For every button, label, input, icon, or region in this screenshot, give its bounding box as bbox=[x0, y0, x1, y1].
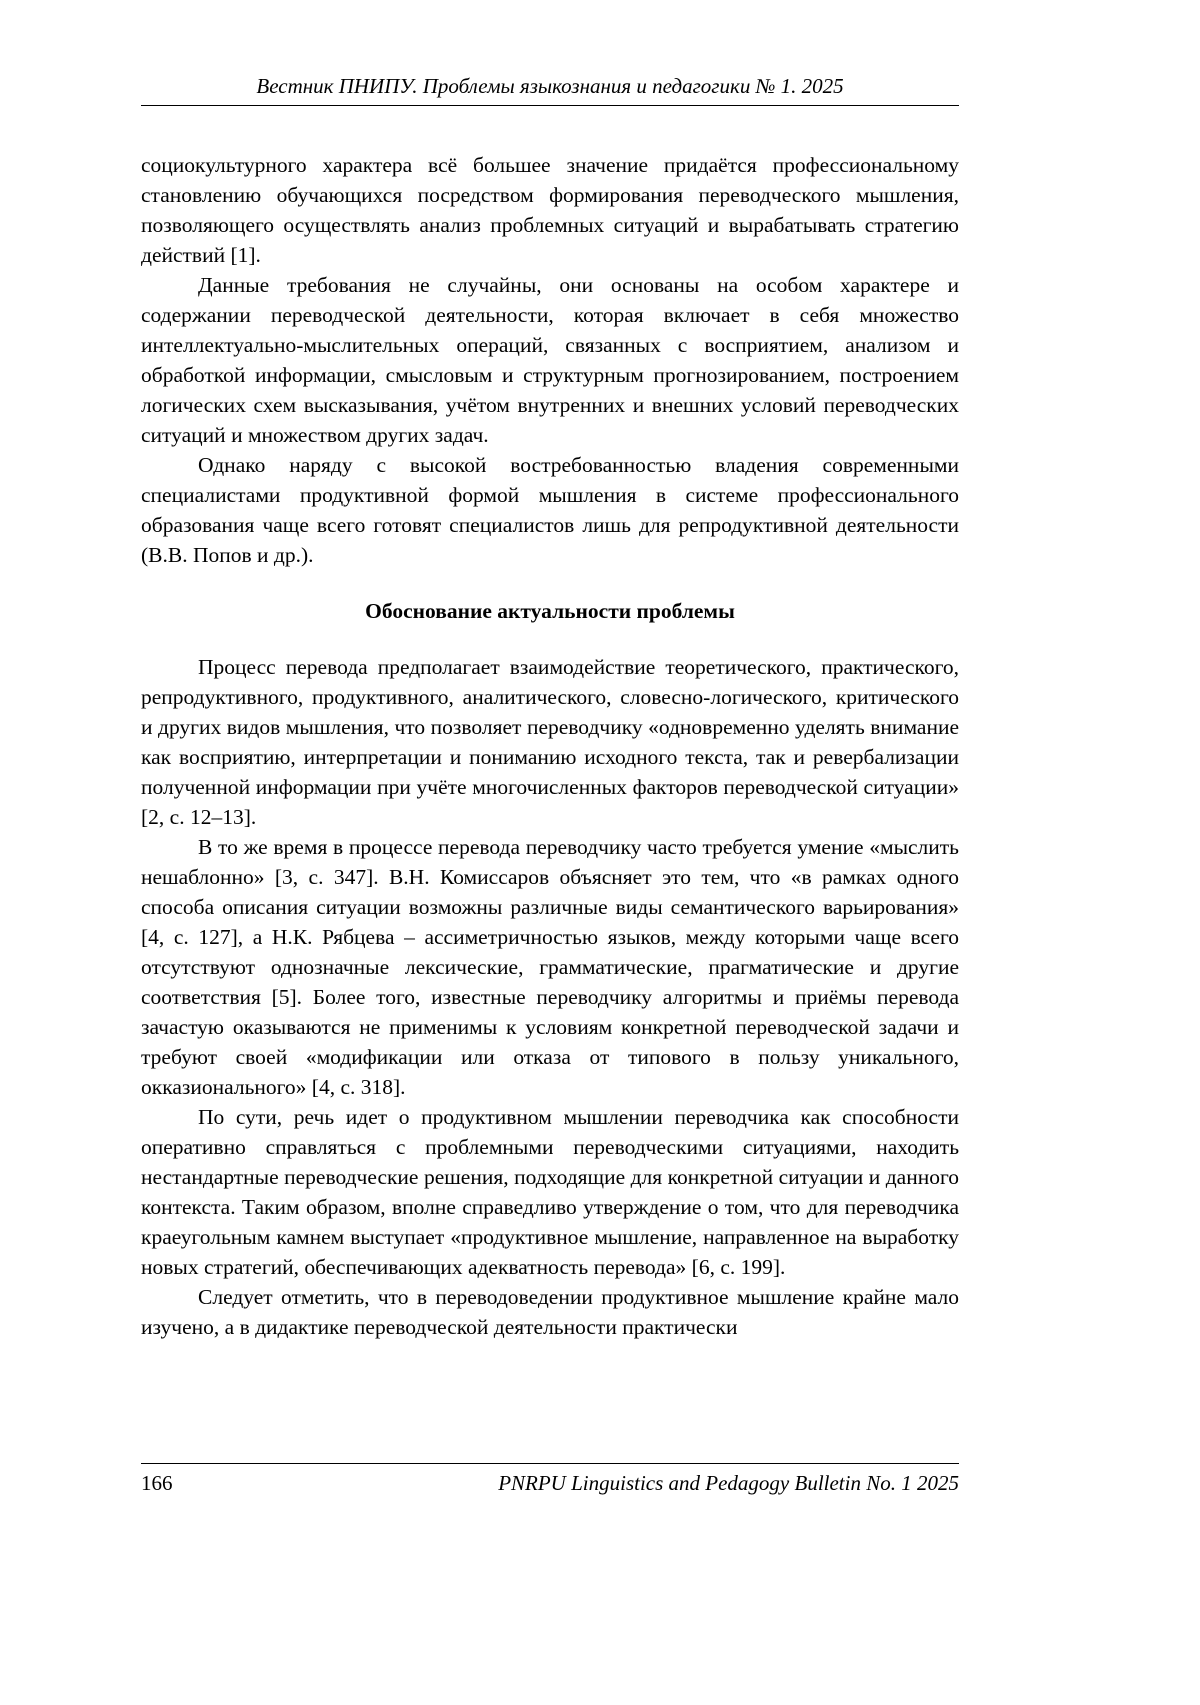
body-paragraph: В то же время в процессе перевода переводчику часто требуется умение «мыслить нешаблонно» [3, с. 347]. В.Н. Комиссаров объясняет это тем, что «в рамках одного способа описания ситуации возможны различные виды семантического варьирования» [4, с. 127], а Н.К. Рябцева – ассиметричностью языков, между которыми чаще всего отсутствуют однозначные лексические, грамматические, прагматические и другие соответствия [5]. Более того, известные переводчику алгоритмы и приёмы перевода зачастую оказываются не применимы к условиям конкретной переводческой задачи и требуют своей «модификации или отказа от типового в пользу уникального, окказионального» [4, с. 318]. bbox=[141, 835, 959, 1099]
section-heading: Обоснование актуальности проблемы bbox=[365, 599, 735, 623]
body-paragraph: По сути, речь идет о продуктивном мышлении переводчика как способности оперативно справляться с проблемными переводческими ситуациями, находить нестандартные переводческие решения, подходящие для конкретной ситуации и данного контекста. Таким образом, вполне справедливо утверждение о том, что для переводчика краеугольным камнем выступает «продуктивное мышление, направленное на выработку новых стратегий, обеспечивающих адекватность перевода» [6, с. 199]. bbox=[141, 1105, 959, 1279]
page-number: 166 bbox=[141, 1471, 173, 1495]
page-body bbox=[141, 150, 959, 1342]
running-header bbox=[141, 74, 959, 106]
body-paragraph: Данные требования не случайны, они основаны на особом характере и содержании переводческой деятельности, которая включает в себя множество интеллектуально-мыслительных операций, связанных с восприятием, анализом и обработкой информации, смысловым и структурным прогнозированием, построением логических схем высказывания, учётом внутренних и внешних условий переводческих ситуаций и множеством других задач. bbox=[141, 273, 959, 447]
journal-footer-title: PNRPU Linguistics and Pedagogy Bulletin No. 1 2025 bbox=[498, 1471, 959, 1495]
body-paragraph: Следует отметить, что в переводоведении продуктивное мышление крайне мало изучено, а в дидактике переводческой деятельности практически bbox=[141, 1285, 959, 1339]
running-footer bbox=[141, 1463, 959, 1495]
body-paragraph: Процесс перевода предполагает взаимодействие теоретического, практического, репродуктивного, продуктивного, аналитического, словесно-логического, критического и других видов мышления, что позволяет переводчику «одновременно уделять внимание как восприятию, интерпретации и пониманию исходного текста, так и ревербализации полученной информации при учёте многочисленных факторов переводческой ситуации» [2, с. 12–13]. bbox=[141, 655, 959, 829]
body-paragraph: Однако наряду с высокой востребованностью владения современными специалистами продуктивной формой мышления в системе профессионального образования чаще всего готовят специалистов лишь для репродуктивной деятельности (В.В. Попов и др.). bbox=[141, 453, 959, 567]
journal-header-title: Вестник ПНИПУ. Проблемы языкознания и педагогики № 1. 2025 bbox=[256, 74, 844, 98]
body-paragraph: социокультурного характера всё большее значение придаётся профессиональному становлению обучающихся посредством формирования переводческого мышления, позволяющего осуществлять анализ проблемных ситуаций и вырабатывать стратегию действий [1]. bbox=[141, 153, 959, 267]
